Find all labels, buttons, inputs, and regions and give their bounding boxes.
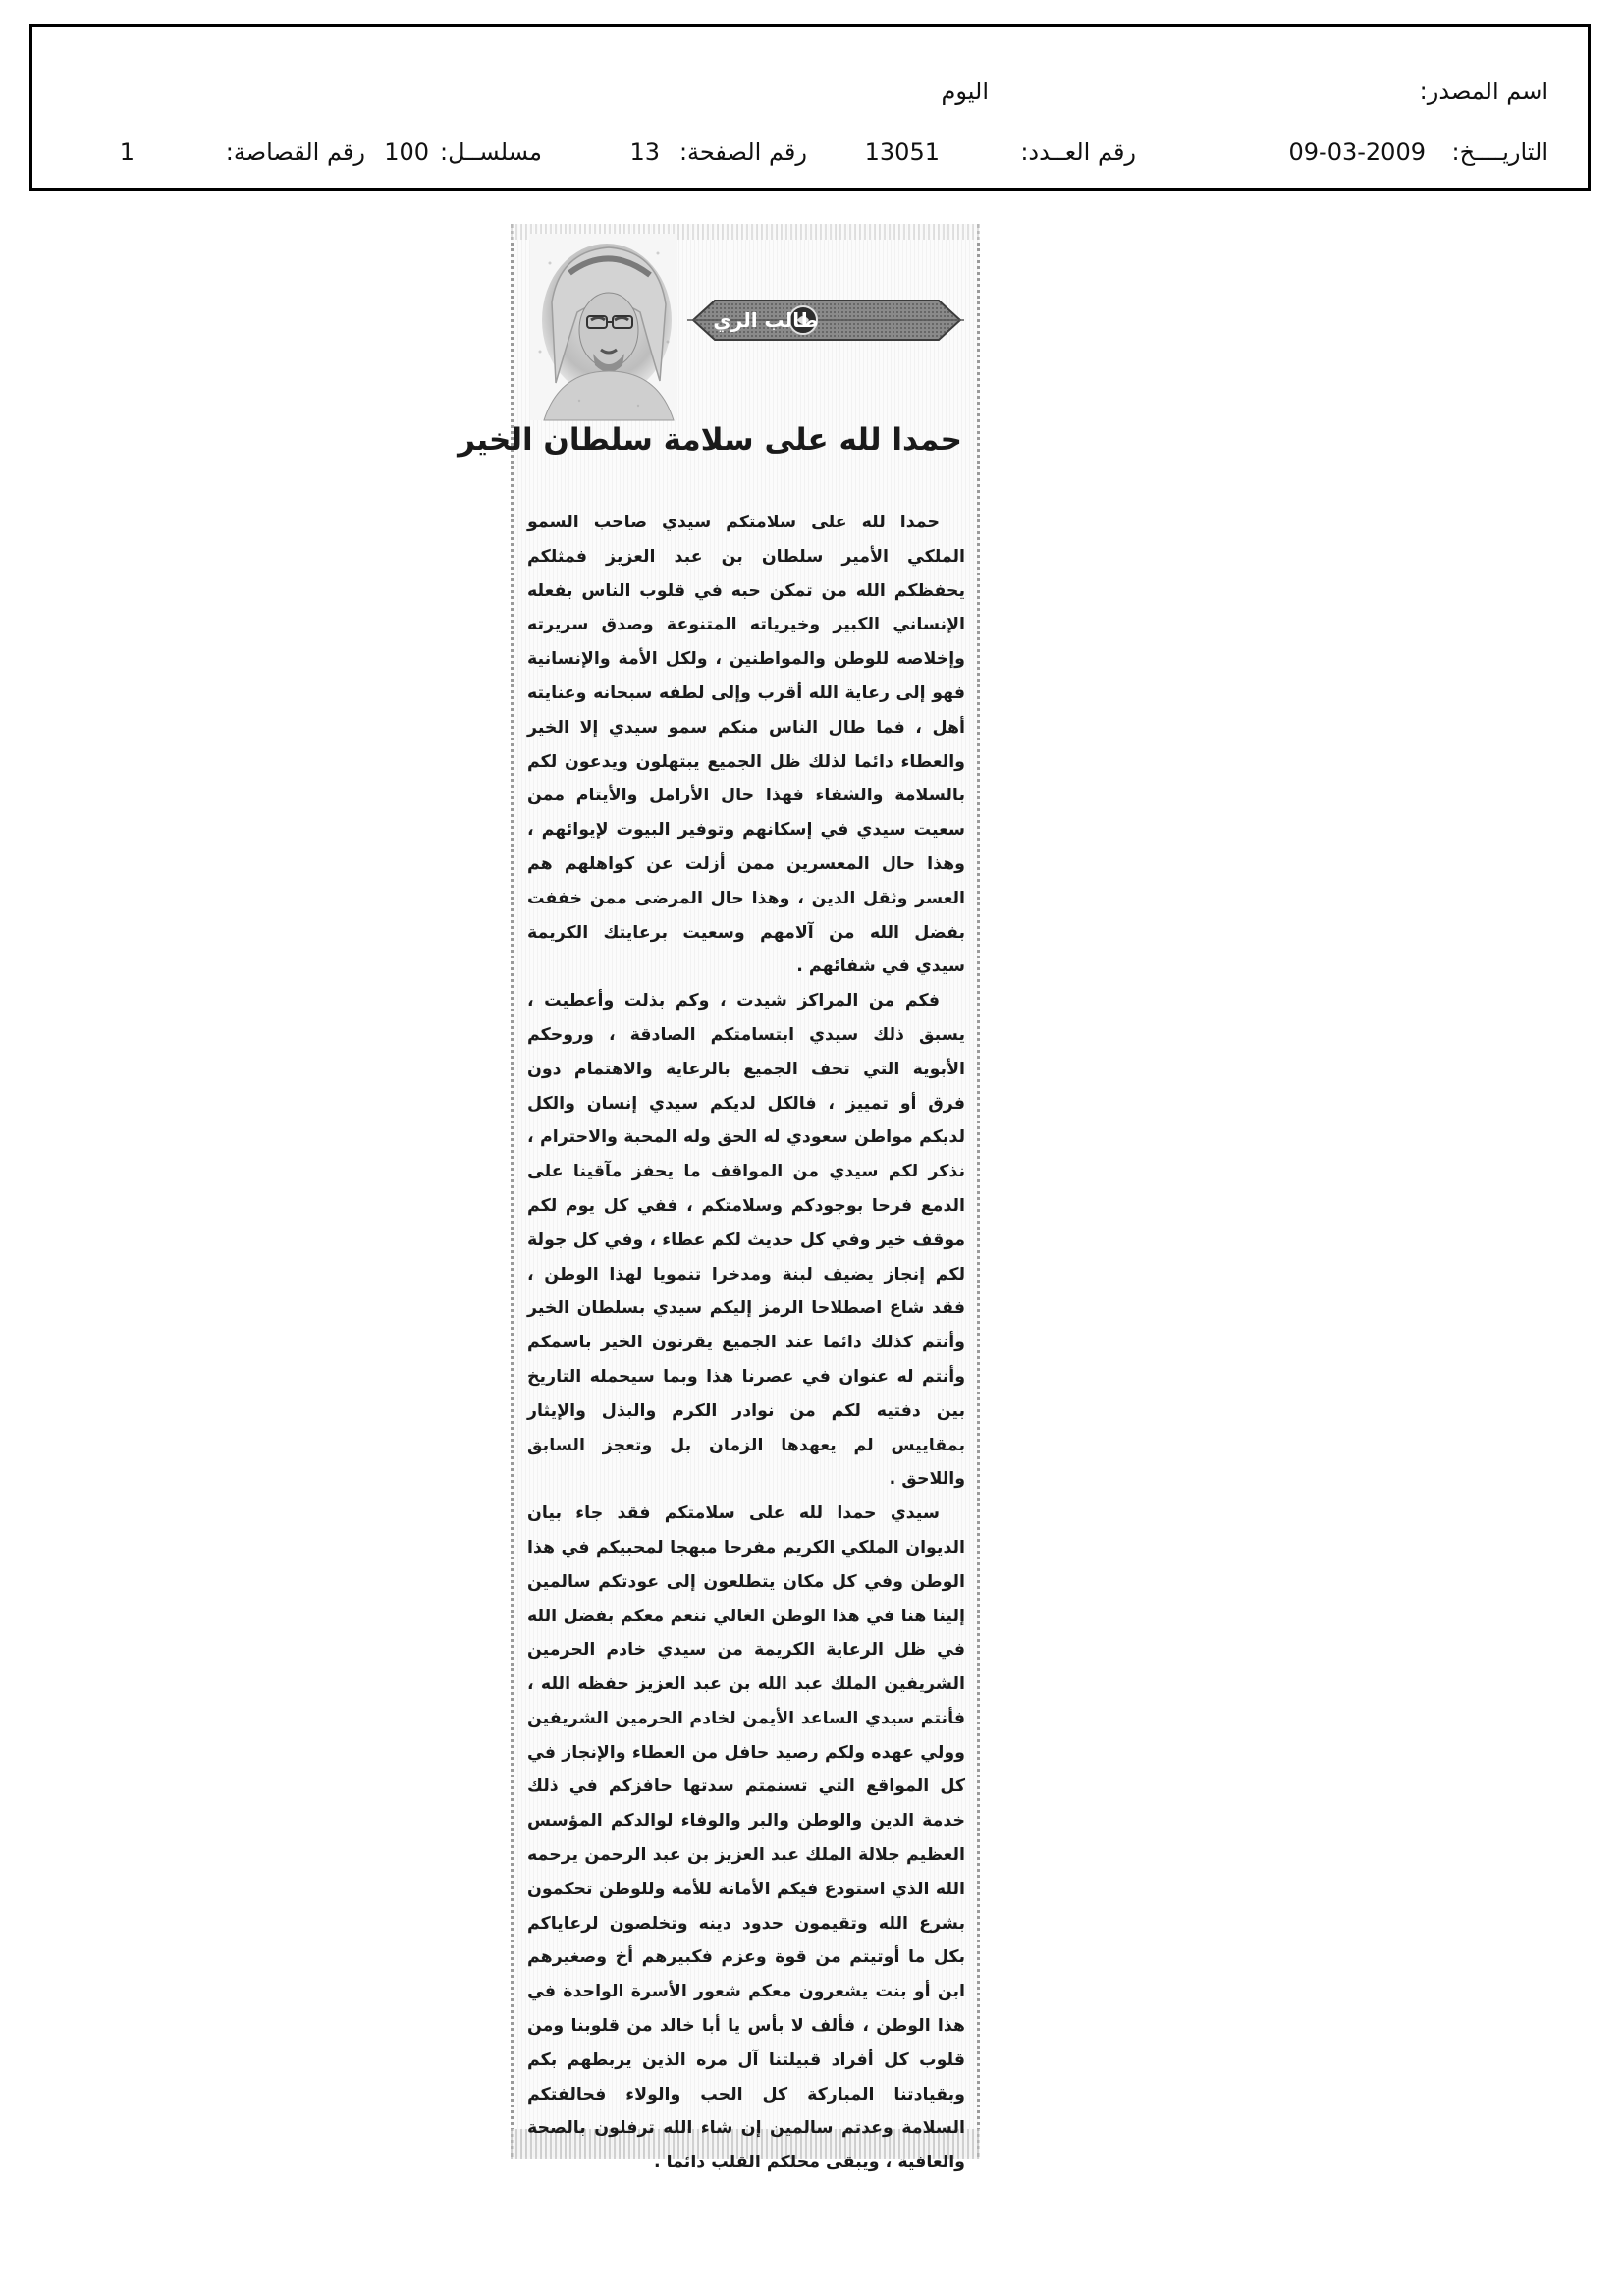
article-headline: حمدا لله على سلامة سلطان الخير [458,422,962,458]
clipping-number-label: رقم القصاصة: [225,138,365,166]
article-paragraph: حمدا لله على سلامتكم سيدي صاحب السمو الملكي الأمير سلطان بن عبد العزيز فمثلكم يحفظكم الله من تمكن حبه في قلوب الناس بفعله الإنساني الكبير وخيرياته المتنوعة وصدق سريرته وإخلاصه للوطن والمواطنين ، ولكل الأمة والإنسانية فهو إلى رعاية الله أقرب وإلى لطفه سبحانه وعنايته أهل ، فما طال الناس منكم سمو سيدي إلا الخير والعطاء دائما لذلك ظل الجميع يبتهلون ويدعون لكم بالسلامة والشفاء فهذا حال الأرامل والأيتام ممن سعيت سيدي في إسكانهم وتوفير البيوت لإيوائهم ، وهذا حال المعسرين ممن أزلت عن كواهلهم هم العسر وثقل الدين ، وهذا حال المرضى ممن خففت بفضل الله من آلامهم وسعيت برعايتك الكريمة سيدي في شفائهم . [527,513,965,977]
source-label: اسم المصدر: [1419,78,1548,105]
source-value: اليوم [941,78,989,105]
date-label: التاريــــخ: [1451,138,1548,166]
clipping-number-value: 1 [119,138,135,166]
page-number-value: 13 [629,138,660,166]
source-metadata-box [29,24,1591,191]
columnist-name: طالب الري [713,308,819,332]
columnist-portrait-photo [530,234,677,420]
metadata-row-source [32,78,1588,117]
article-body [527,506,965,2173]
metadata-row-details [32,138,1588,178]
issue-number-value: 13051 [864,138,940,166]
serial-label: مسلســل: [440,138,542,166]
serial-value: 100 [384,138,429,166]
page-number-label: رقم الصفحة: [678,138,807,166]
article-paragraph: فكم من المراكز شيدت ، وكم بذلت وأعطيت ، يسبق ذلك سيدي ابتسامتكم الصادقة ، وروحكم الأبوية التي تحف الجميع بالرعاية والاهتمام دون فرق أو تمييز ، فالكل لديكم سيدي إنسان والكل لديكم مواطن سعودي له الحق وله المحبة والاحترام ، نذكر لكم سيدي من المواقف ما يحفز مآقينا على الدمع فرحا بوجودكم وسلامتكم ، ففي كل يوم لكم موقف خير وفي كل حديث لكم عطاء ، وفي كل جولة لكم إنجاز يضيف لبنة ومدخرا تنمويا لهذا الوطن ، فقد شاع اصطلاحا الرمز إليكم سيدي بسلطان الخير وأنتم كذلك دائما عند الجميع يقرنون الخير باسمكم وأنتم له عنوان في عصرنا هذا وبما سيحمله التاريخ بين دفتيه لكم من نوادر الكرم والبذل والإيثار بمقاييس لم يعهدها الزمان بل وتعجز السابق واللاحق . [527,991,965,1490]
article-paragraph: سيدي حمدا لله على سلامتكم فقد جاء بيان الديوان الملكي الكريم مفرحا مبهجا لمحبيكم في هذا الوطن وفي كل مكان يتطلعون إلى عودتكم سالمين إلينا هنا في هذا الوطن الغالي ننعم معكم بفضل الله في ظل الرعاية الكريمة من سيدي خادم الحرمين الشريفين الملك عبد الله بن عبد العزيز حفظه الله ، فأنتم سيدي الساعد الأيمن لخادم الحرمين الشريفين وولي عهده ولكم رصيد حافل من العطاء والإنجاز في كل المواقع التي تسنمتم سدتها حافزكم في ذلك خدمة الدين والوطن والبر والوفاء لوالدكم المؤسس العظيم جلالة الملك عبد العزيز بن عبد الرحمن يرحمه الله الذي استودع فيكم الأمانة للأمة وللوطن تحكمون بشرع الله وتقيمون حدود دينه وتخلصون لرعاياكم بكل ما أوتيتم من قوة وعزم فكبيرهم أخ وصغيرهم ابن أو بنت يشعرون معكم شعور الأسرة الواحدة في هذا الوطن ، فألف لا بأس يا أبا خالد من قلوبنا ومن قلوب كل أفراد قبيلتنا آل مره الذين يربطهم بكم وبقيادتنا المباركة كل الحب والولاء فحالفتكم السلامة وعدتم سالمين إن شاء الله ترفلون بالصحة والعافية ، ويبقى محلكم القلب دائما . [527,1503,965,2173]
issue-number-label: رقم العــدد: [1020,138,1136,166]
date-value: 09-03-2009 [1288,138,1426,166]
